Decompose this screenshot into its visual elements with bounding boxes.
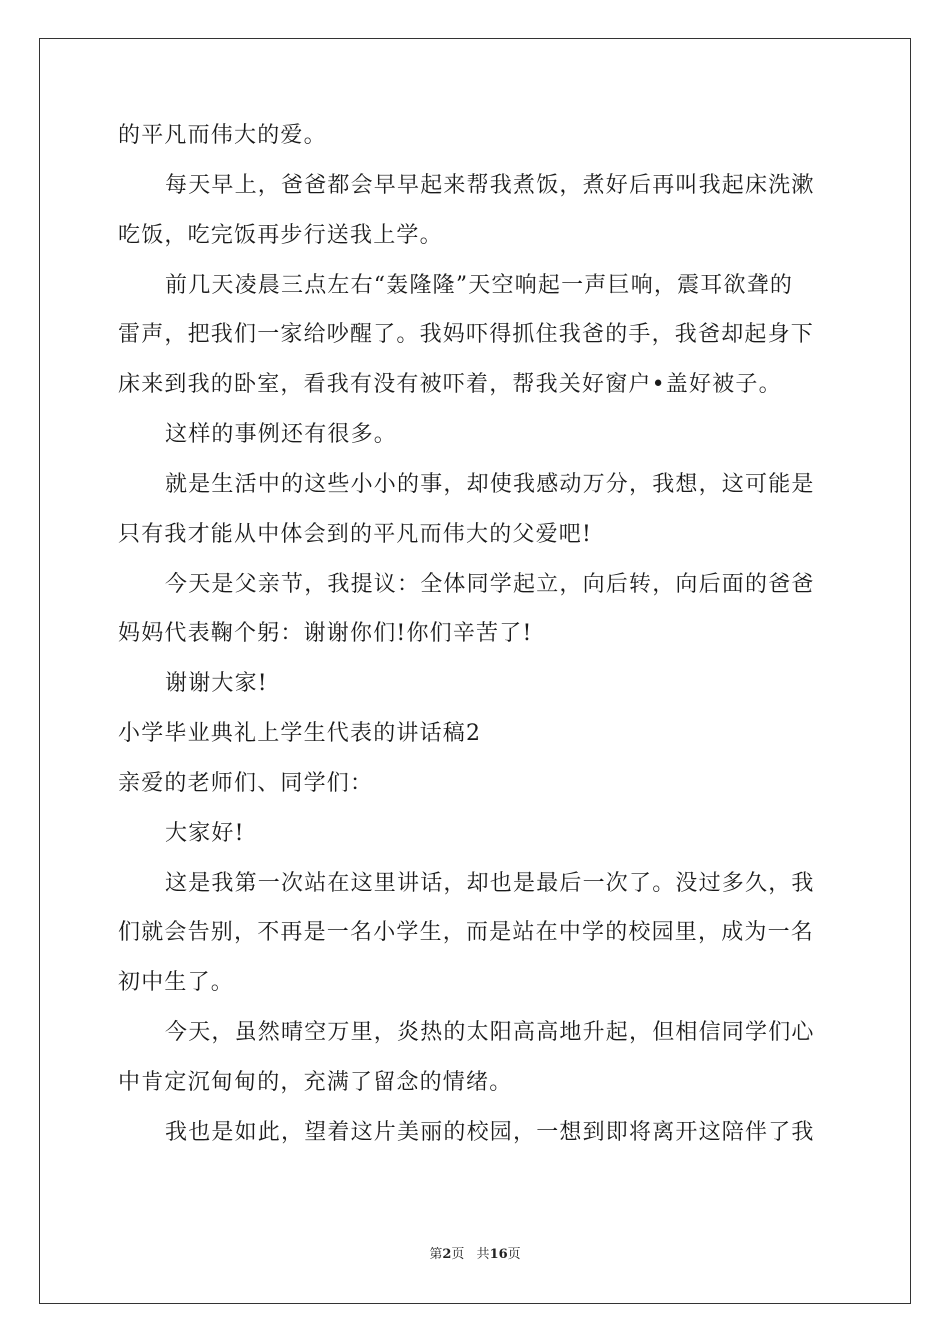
salutation: 亲爱的老师们、同学们： xyxy=(118,771,374,796)
text-line: 这是我第一次站在这里讲话，却也是最后一次了。没过多久，我 xyxy=(165,871,815,896)
total-indicator xyxy=(477,1247,521,1262)
greeting: 大家好! xyxy=(165,821,245,846)
text-line: 今天，虽然晴空万里，炎热的太阳高高地升起，但相信同学们心 xyxy=(165,1020,815,1045)
page-number: 2 xyxy=(442,1247,452,1262)
total-prefix: 共 xyxy=(476,1247,490,1262)
page-indicator xyxy=(429,1247,464,1262)
page-footer xyxy=(0,1246,950,1264)
total-suffix: 页 xyxy=(507,1247,521,1262)
section-heading: 小学毕业典礼上学生代表的讲话稿2 xyxy=(118,721,482,746)
text-line: 床来到我的卧室，看我有没有被吓着，帮我关好窗户•盖好被子。 xyxy=(118,372,782,397)
text-line: 只有我才能从中体会到的平凡而伟大的父爱吧! xyxy=(118,522,593,547)
text-line: 就是生活中的这些小小的事，却使我感动万分，我想，这可能是 xyxy=(165,472,815,497)
text-line: 的平凡而伟大的爱。 xyxy=(118,123,327,148)
page-prefix: 第 xyxy=(429,1247,443,1262)
text-line: 雷声，把我们一家给吵醒了。我妈吓得抓住我爸的手，我爸却起身下 xyxy=(118,322,815,347)
text-line: 妈妈代表鞠个躬：谢谢你们!你们辛苦了! xyxy=(118,621,533,646)
page-suffix: 页 xyxy=(451,1247,465,1262)
text-line: 今天是父亲节，我提议：全体同学起立，向后转，向后面的爸爸 xyxy=(165,572,815,597)
text-line: 中肯定沉甸甸的，充满了留念的情绪。 xyxy=(118,1070,513,1095)
text-line: 这样的事例还有很多。 xyxy=(165,422,398,447)
text-line: 初中生了。 xyxy=(118,970,235,995)
total-pages: 16 xyxy=(489,1247,508,1262)
text-line: 谢谢大家! xyxy=(165,671,268,696)
text-line: 们就会告别，不再是一名小学生，而是站在中学的校园里，成为一名 xyxy=(118,920,815,945)
text-line: 前几天凌晨三点左右“轰隆隆”天空响起一声巨响，震耳欲聋的 xyxy=(165,273,794,298)
text-line: 每天早上，爸爸都会早早起来帮我煮饭，煮好后再叫我起床洗漱 xyxy=(165,173,815,198)
text-line: 吃饭，吃完饭再步行送我上学。 xyxy=(118,223,443,248)
text-line: 我也是如此，望着这片美丽的校园，一想到即将离开这陪伴了我 xyxy=(165,1120,815,1145)
